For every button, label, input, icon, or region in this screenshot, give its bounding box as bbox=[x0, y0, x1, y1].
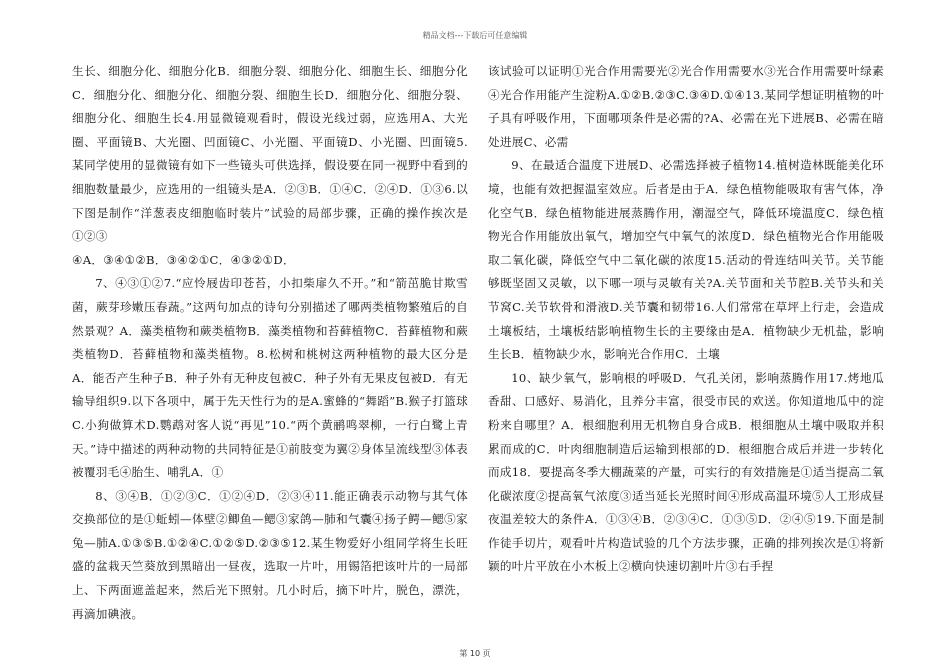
left-paragraph-1: 生长、细胞分化、细胞分化B．细胞分裂、细胞分化、细胞生长、细胞分化C．细胞分化、细胞分化、细胞分裂、细胞生长D．细胞分化、细胞分裂、细胞分化、细胞生长4.用显微镜观看时，假设光线过弱，应选用A、大光圈、平面镜B、大光圈、凹面镜C、小光圈、平面镜D、小光圈、凹面镜5.某同学使用的显微镜有如下一些镜头可供选择，假设要在同一视野中看到的细胞数量最少，应选用的一组镜头是A．②③B．①④C．②④D．①③6.以下图是制作“洋葱表皮细胞临时装片”试验的局部步骤，正确的操作挨次是①②③ bbox=[72, 64, 468, 244]
right-paragraph-2: 9、在最适合温度下进展D、必需选择被子植物14.植树造林既能美化环境，也能有效把握温室效应。后者是由于A．绿色植物能吸取有害气体，净化空气B．绿色植物能进展蒸腾作用，潮湿空气，降低环境温度C．绿色植物光合作用能放出氧气，增加空气中氧气的浓度D．绿色植物光合作用能吸取二氧化碳，降低空气中二氧化碳的浓度15.活动的骨连结叫关节。关节能够既坚固又灵敏，以下哪一项与灵敏有关?A.关节面和关节腔B.关节头和关节窝C.关节软骨和滑液D.关节囊和韧带16.人们常常在草坪上行走，会造成土壤板结，土壤板结影响植物生长的主要缘由是A．植物缺少无机盐，影响生长B．植物缺少水，影响光合作用C．土壤 bbox=[488, 158, 884, 362]
right-paragraph-1: 该试验可以证明①光合作用需要光②光合作用需要水③光合作用需要叶绿素④光合作用能产生淀粉A.①②B.②③C.③④D.①④13.某同学想证明植物的叶子具有呼吸作用，下面哪项条件是必需的?A、必需在光下进展B、必需在暗处进展C、必需 bbox=[488, 64, 884, 149]
left-paragraph-4: 8、③④B．①②③C．①②④D．②③④11.能正确表示动物与其气体交换部位的是①蚯蚓—体壁②鲫鱼—鳃③家鸽—肺和气囊④扬子鳄—鳃⑤家兔—肺A.①③⑤B.①②④C.①②⑤D.②③⑤12.某生物爱好小组同学将生长旺盛的盆栽天竺葵放到黑暗出一昼夜，选取一片叶，用锡箔把该叶片的一局部上、下两面遮盖起来，然后光下照射。几小时后，摘下叶片，脱色，漂洗，再滴加碘液。 bbox=[72, 488, 468, 621]
page-header: 精品文档---下载后可任意编辑 bbox=[422, 31, 528, 40]
right-paragraph-3: 10、缺少氧气，影响根的呼吸D．气孔关闭，影响蒸腾作用17.烤地瓜香甜、口感好、易消化，且养分丰富，很受市民的欢送。你知道地瓜中的淀粉来自哪里？A．根细胞利用无机物自身合成B．根细胞从土壤中吸取并积累而成的C．叶肉细胞制造后运输到根部的D．根细胞合成后并进一步转化而成18．要提高冬季大棚蔬菜的产量，可实行的有效措施是①适当提高二氧化碳浓度②提高氧气浓度③适当延长光照时间④形成高温环境⑤人工形成昼夜温差较大的条件A．①③④B．②③④C．①③⑤D．②④⑤19.下面是制作徒手切片，观看叶片构造试验的几个方法步骤，正确的排列挨次是①将新颖的叶片平放在小木板上②横向快速切割叶片③右手捏 bbox=[488, 370, 884, 574]
page-number: 第 10 页 bbox=[459, 649, 491, 658]
left-column bbox=[72, 60, 468, 626]
left-paragraph-2: ④A．③④①②B．③④②①C．④③②①D． bbox=[72, 252, 295, 267]
right-column bbox=[488, 60, 884, 579]
left-paragraph-3: 7、④③①②7.“应怜屐齿印苍苔，小扣柴扉久不开。”和“箭茁脆甘欺雪菌，蕨芽珍嫩压春蔬。”这两句加点的诗句分别描述了哪两类植物繁殖后的自然景观？A．藻类植物和蕨类植物B．藻类植物和苔藓植物C．苔藓植物和蕨类植物D．苔藓植物和藻类植物。8.松树和桃树这两种植物的最大区分是A．能否产生种子B．种子外有无种皮包被C．种子外有无果皮包被D．有无输导组织9.以下各项中，属于先天性行为的是A.蜜蜂的“舞蹈”B.猴子打篮球C.小狗做算术D.鹦鹉对客人说“再见”10.“两个黄鹂鸣翠柳，一行白鹭上青天。”诗中描述的两种动物的共同特征是①前肢变为翼②身体呈流线型③体表被覆羽毛④胎生、哺乳A．① bbox=[72, 276, 468, 480]
